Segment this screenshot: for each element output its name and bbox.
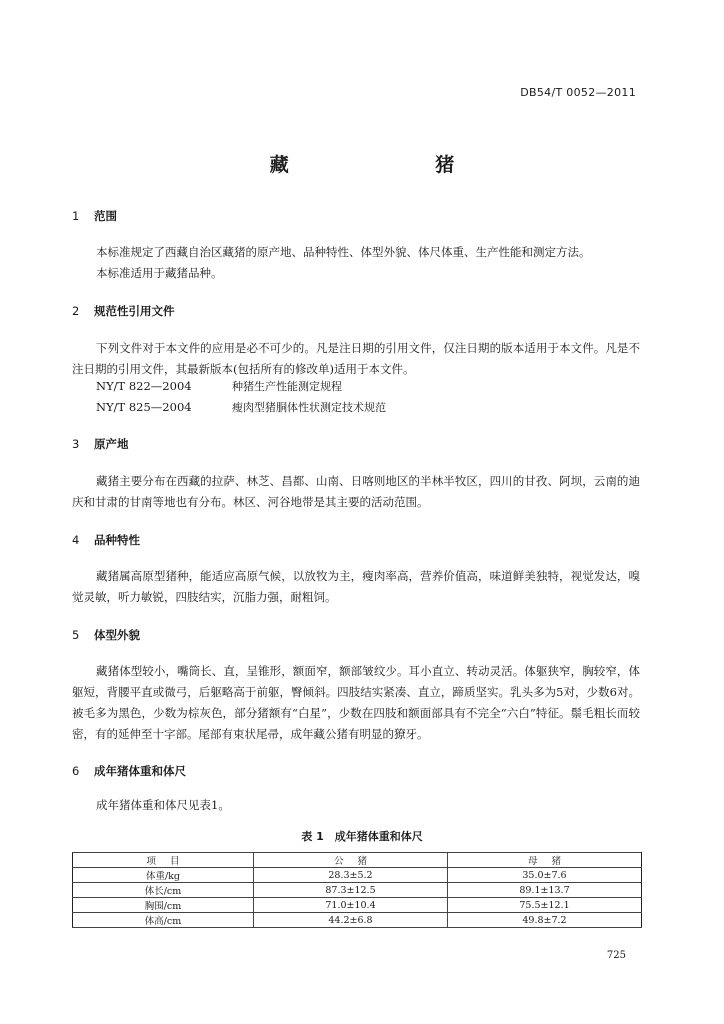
section-title: 成年猪体重和体尺: [94, 764, 186, 778]
reference-item: [96, 399, 386, 415]
column-header-sow: 母猪: [448, 853, 642, 868]
table-cell: 35.0±7.6: [448, 868, 642, 883]
section-title: 规范性引用文件: [94, 304, 175, 318]
table-row: [73, 883, 642, 898]
section-number: 4: [72, 533, 80, 547]
section-title: 范围: [94, 209, 117, 223]
column-header-item: 项目: [73, 853, 254, 868]
section-title: 体型外貌: [94, 628, 140, 642]
section-1-paragraph-1: 本标准规定了西藏自治区藏猪的原产地、品种特性、体型外貌、体尺体重、生产性能和测定方法。: [96, 245, 591, 259]
document-title: 藏 猪: [269, 154, 525, 176]
section-number: 5: [72, 628, 80, 642]
table-cell: 44.2±6.8: [254, 913, 448, 928]
table-cell: 体高/cm: [73, 913, 254, 928]
reference-code: NY/T 825—2004: [96, 400, 192, 414]
section-3-paragraph-1: 藏猪主要分布在西藏的拉萨、林芝、昌都、山南、日喀则地区的半林半牧区，四川的甘孜、阿坝，云南的迪庆和甘肃的甘南等地也有分布。林区、河谷地带是其主要的活动范围。: [72, 474, 640, 509]
table-cell: 49.8±7.2: [448, 913, 642, 928]
section-2-paragraph-1: 下列文件对于本文件的应用是必不可少的。凡是注日期的引用文件，仅注日期的版本适用于本文件。凡是不注日期的引用文件，其最新版本(包括所有的修改单)适用于本文件。: [72, 341, 640, 376]
reference-name: 种猪生产性能测定规程: [232, 380, 342, 393]
table-row: [73, 868, 642, 883]
section-1-heading: [72, 208, 117, 224]
section-title: 原产地: [94, 437, 129, 451]
table-header-row: [73, 853, 642, 868]
standard-code: DB54/T 0052—2011: [520, 86, 636, 99]
table-cell: 71.0±10.4: [254, 898, 448, 913]
table-cell: 87.3±12.5: [254, 883, 448, 898]
reference-name: 瘦肉型猪胴体性状测定技术规范: [232, 401, 386, 414]
section-number: 3: [72, 437, 80, 451]
body-measurement-table: [72, 852, 642, 928]
section-2-heading: [72, 303, 175, 319]
section-5-heading: [72, 627, 140, 643]
table-row: [73, 913, 642, 928]
reference-code: NY/T 822—2004: [96, 379, 192, 393]
section-number: 6: [72, 764, 80, 778]
section-4-paragraph-1: 藏猪属高原型猪种，能适应高原气候，以放牧为主，瘦肉率高，营养价值高，味道鲜美独特，视觉发达，嗅觉灵敏，听力敏锐，四肢结实，沉脂力强，耐粗饲。: [72, 569, 640, 604]
section-number: 2: [72, 304, 80, 318]
table-row: [73, 898, 642, 913]
section-6-heading: [72, 763, 186, 779]
table-cell: 28.3±5.2: [254, 868, 448, 883]
section-title: 品种特性: [94, 533, 140, 547]
table-cell: 75.5±12.1: [448, 898, 642, 913]
section-1-paragraph-2: 本标准适用于藏猪品种。: [96, 266, 223, 280]
section-5-paragraph-1: 藏猪体型较小，嘴筒长、直，呈锥形，额面窄，额部皱纹少。耳小直立、转动灵活。体躯狭窄，胸较窄，体躯短，背腰平直或微弓，后躯略高于前躯，臀倾斜。四肢结实紧凑、直立，蹄质坚实。乳头多为5对，少数6对。被毛多为黑色，少数为棕灰色，部分猪额有“白星”，少数在四肢和额面部具有不完全“六白”特征。鬃毛粗长而较密，有的延伸至十字部。尾部有束状尾帚，成年藏公猪有明显的獠牙。: [72, 664, 640, 741]
table-cell: 体重/kg: [73, 868, 254, 883]
table-caption: 表 1 成年猪体重和体尺: [301, 830, 423, 843]
section-number: 1: [72, 209, 80, 223]
section-4-heading: [72, 532, 140, 548]
column-header-boar: 公猪: [254, 853, 448, 868]
section-6-paragraph-1: 成年猪体重和体尺见表1。: [96, 798, 230, 812]
table-cell: 胸围/cm: [73, 898, 254, 913]
reference-item: [96, 378, 342, 394]
page-number: 725: [606, 950, 626, 961]
table-cell: 体长/cm: [73, 883, 254, 898]
table-cell: 89.1±13.7: [448, 883, 642, 898]
section-3-heading: [72, 436, 129, 452]
